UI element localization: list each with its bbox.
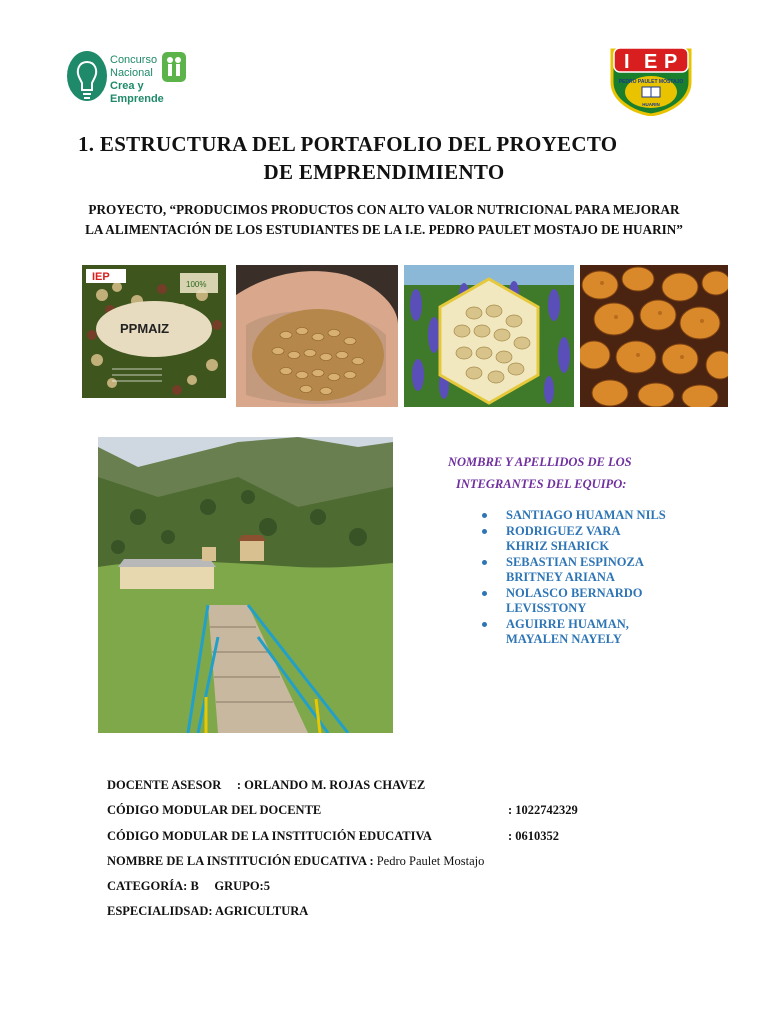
nombre-ie [107,854,484,869]
crest-bottom: HUARIN [642,102,660,107]
crest-letter: E [644,51,658,73]
codigo-ie-label: CÓDIGO MODULAR DE LA INSTITUCIÓN EDUCATIVA [107,829,432,843]
member-name: SEBASTIAN ESPINOZA [506,554,644,569]
list-item [476,586,716,617]
member-name: AGUIRRE HUAMAN, [506,616,629,631]
package-brand: IEP [92,271,110,283]
team-heading-line-2: INTEGRANTES DEL EQUIPO: [456,477,627,491]
list-item [476,508,716,524]
list-item [476,555,716,586]
team-members-list [476,508,716,648]
bullet-icon [482,560,487,565]
crest-letter: P [664,51,678,73]
iep-school-crest [608,42,694,116]
package-product-name: PPMAIZ [120,321,170,336]
list-item [476,524,716,555]
bullet-icon [482,529,487,534]
team-heading-line-1: NOMBRE Y APELLIDOS DE LOS [448,455,632,469]
logo-line-2: Nacional [110,67,153,79]
member-name: LEVISSTONY [506,601,587,615]
lupine-beans-image [404,265,574,407]
categoria-grupo: CATEGORÍA: B GRUPO:5 [107,879,270,893]
bullet-icon [482,622,487,627]
codigo-ie-value: : 0610352 [508,829,560,843]
nombre-ie-value: Pedro Paulet Mostajo [376,854,485,868]
page-title-line-1: 1. ESTRUCTURA DEL PORTAFOLIO DEL PROYECTO [78,132,618,156]
docente-asesor: DOCENTE ASESOR : ORLANDO M. ROJAS CHAVEZ [107,778,426,792]
especialidad: ESPECIALIDSAD: AGRICULTURA [107,904,309,918]
member-name: MAYALEN NAYELY [506,632,622,646]
codigo-docente-label: CÓDIGO MODULAR DEL DOCENTE [107,803,322,817]
bullet-icon [482,591,487,596]
school-landscape-image [98,437,393,733]
nombre-ie-label: NOMBRE DE LA INSTITUCIÓN EDUCATIVA : [107,854,377,868]
member-name: SANTIAGO HUAMAN NILS [506,508,666,522]
crest-letter: I [624,51,630,73]
lightbulb-icon [66,50,108,108]
member-name: RODRIGUEZ VARA [506,523,621,538]
page-title-line-2: DE EMPRENDIMIENTO [263,160,505,184]
logo-line-3: Crea y Emprende [110,80,164,105]
codigo-docente-value: : 1022742329 [508,803,578,817]
member-name: NOLASCO BERNARDO [506,585,643,600]
crest-ribbon: PEDRO PAULET MOSTAJO [618,79,684,85]
member-name: KHRIZ SHARICK [506,539,610,553]
ppmaiz-package-image [82,265,226,398]
logo-line-1: Concurso [110,54,158,66]
bullet-icon [482,513,487,518]
list-item [476,617,716,648]
member-name: BRITNEY ARIANA [506,570,615,584]
project-subtitle-line-1: PROYECTO, “PRODUCIMOS PRODUCTOS CON ALTO VALOR NUTRICIONAL PARA MEJORAR [88,202,680,217]
people-icon [162,52,186,82]
tubers-image [580,265,728,407]
grains-in-hands-image [236,265,398,407]
package-badge: 100% [186,280,207,289]
concurso-crea-emprende-logo [66,48,196,112]
project-subtitle-line-2: LA ALIMENTACIÓN DE LOS ESTUDIANTES DE LA I.E. PEDRO PAULET MOSTAJO DE HUARIN” [85,222,683,237]
